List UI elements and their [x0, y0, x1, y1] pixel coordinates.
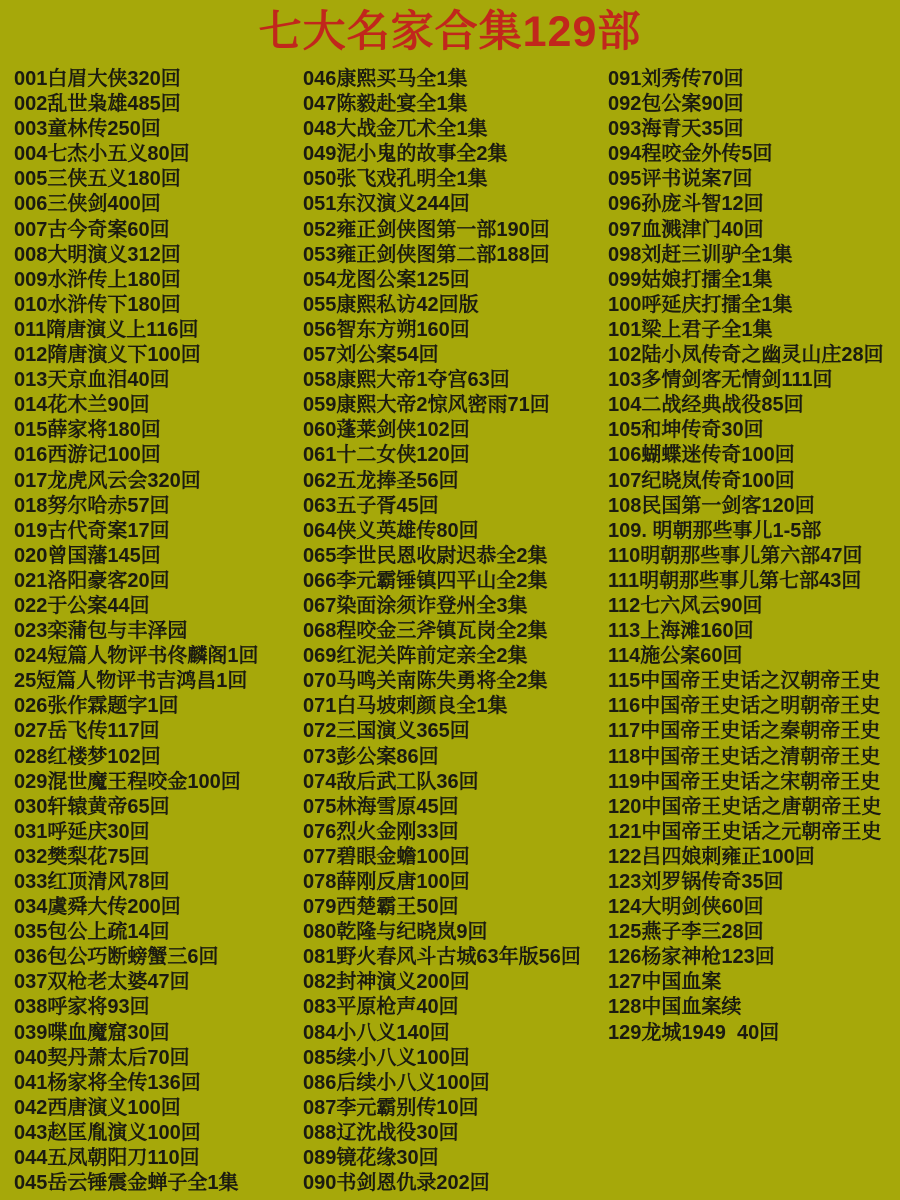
- list-item: 012隋唐演义下100回: [14, 344, 201, 367]
- list-item: 124大明剑侠60回: [608, 896, 764, 919]
- list-item: 042西唐演义100回: [14, 1096, 181, 1119]
- list-item: 027岳飞传117回: [14, 720, 160, 743]
- list-item: 109. 明朝那些事儿1-5部: [608, 519, 822, 542]
- list-item: 006三侠剑400回: [14, 193, 161, 216]
- list-item: 064侠义英雄传80回: [303, 519, 479, 542]
- list-item: 007古今奇案60回: [14, 218, 170, 241]
- list-item: 070马鸣关南陈失勇将全2集: [303, 670, 548, 693]
- list-item: 114施公案60回: [608, 645, 743, 668]
- list-item: 104二战经典战役85回: [608, 394, 804, 417]
- list-item: 110明朝那些事儿第六部47回: [608, 544, 863, 567]
- list-item: 121中国帝王史话之元朝帝王史: [608, 820, 882, 843]
- list-item: 055康熙私访42回版: [303, 293, 479, 316]
- list-item: 038呼家将93回: [14, 996, 150, 1019]
- list-item: 075林海雪原45回: [303, 795, 459, 818]
- list-item: 073彭公案86回: [303, 745, 439, 768]
- list-item: 057刘公案54回: [303, 344, 439, 367]
- list-item: 096孙庞斗智12回: [608, 193, 764, 216]
- list-item: 085续小八义100回: [303, 1046, 470, 1069]
- list-item: 095评书说案7回: [608, 168, 753, 191]
- list-item: 079西楚霸王50回: [303, 896, 459, 919]
- list-item: 071白马坡刺颜良全1集: [303, 695, 508, 718]
- list-item: 011隋唐演义上116回: [14, 318, 199, 341]
- list-item: 003童林传250回: [14, 118, 161, 141]
- list-item: 051东汉演义244回: [303, 193, 470, 216]
- list-item: 105和坤传奇30回: [608, 419, 764, 442]
- list-item: 016西游记100回: [14, 444, 161, 467]
- list-item: 028红楼梦102回: [14, 745, 161, 768]
- list-item: 044五凤朝阳刀110回: [14, 1147, 200, 1170]
- list-item: 080乾隆与纪晓岚9回: [303, 921, 488, 944]
- list-item: 122吕四娘刺雍正100回: [608, 845, 815, 868]
- list-item: 083平原枪声40回: [303, 996, 459, 1019]
- list-item: 089镜花缘30回: [303, 1147, 439, 1170]
- list-item: 116中国帝王史话之明朝帝王史: [608, 695, 881, 718]
- list-item: 017龙虎风云会320回: [14, 469, 201, 492]
- list-item: 084小八义140回: [303, 1021, 450, 1044]
- list-item: 081野火春风斗古城63年版56回: [303, 946, 581, 969]
- list-item: 005三侠五义180回: [14, 168, 181, 191]
- list-item: 066李元霸锤镇四平山全2集: [303, 569, 548, 592]
- list-item: 009水浒传上180回: [14, 268, 181, 291]
- list-item: 039喋血魔窟30回: [14, 1021, 170, 1044]
- list-item: 046康熙买马全1集: [303, 68, 468, 90]
- list-item: 004七杰小五义80回: [14, 143, 190, 166]
- list-item: 054龙图公案125回: [303, 268, 470, 291]
- list-item: 035包公上疏14回: [14, 921, 170, 944]
- list-item: 036包公巧断螃蟹三6回: [14, 946, 219, 969]
- list-item: 010水浒传下180回: [14, 293, 181, 316]
- list-item: 088辽沈战役30回: [303, 1121, 459, 1144]
- list-item: 032樊梨花75回: [14, 845, 150, 868]
- list-item: 050张飞戏孔明全1集: [303, 168, 488, 191]
- list-item: 129龙城1949 40回: [608, 1021, 780, 1044]
- list-item: 090书剑恩仇录202回: [303, 1172, 490, 1195]
- list-item: 107纪晓岚传奇100回: [608, 469, 795, 492]
- list-item: 099姑娘打擂全1集: [608, 268, 773, 291]
- list-item: 049泥小鬼的故事全2集: [303, 143, 508, 166]
- list-item: 015薛家将180回: [14, 419, 161, 442]
- list-item: 047陈毅赴宴全1集: [303, 93, 468, 116]
- list-item: 25短篇人物评书吉鸿昌1回: [14, 670, 248, 693]
- list-item: 037双枪老太婆47回: [14, 971, 190, 994]
- list-item: 060蓬莱剑侠102回: [303, 419, 470, 442]
- list-item: 113上海滩160回: [608, 620, 754, 643]
- list-item: 020曾国藩145回: [14, 544, 161, 567]
- list-columns: [0, 56, 900, 1196]
- list-item: 013天京血泪40回: [14, 369, 170, 392]
- list-item: 117中国帝王史话之秦朝帝王史: [608, 720, 881, 743]
- list-item: 072三国演义365回: [303, 720, 470, 743]
- list-item: 108民国第一剑客120回: [608, 494, 815, 517]
- list-item: 093海青天35回: [608, 118, 744, 141]
- list-item: 115中国帝王史话之汉朝帝王史: [608, 670, 881, 693]
- list-item: 058康熙大帝1夺宫63回: [303, 369, 510, 392]
- list-item: 031呼延庆30回: [14, 820, 150, 843]
- list-item: 063五子胥45回: [303, 494, 439, 517]
- list-item: 023栾蒲包与丰泽园: [14, 620, 188, 643]
- list-item: 030轩辕黄帝65回: [14, 795, 170, 818]
- list-item: 086后续小八义100回: [303, 1071, 490, 1094]
- list-item: 056智东方朔160回: [303, 318, 470, 341]
- list-item: 112七六风云90回: [608, 594, 763, 617]
- list-item: 082封神演义200回: [303, 971, 470, 994]
- list-item: 118中国帝王史话之清朝帝王史: [608, 745, 881, 768]
- list-item: 094程咬金外传5回: [608, 143, 773, 166]
- list-item: 024短篇人物评书佟麟阁1回: [14, 645, 259, 668]
- list-item: 034虞舜大传200回: [14, 896, 181, 919]
- list-item: 068程咬金三斧镇瓦岗全2集: [303, 620, 548, 643]
- list-item: 098刘赶三训驴全1集: [608, 243, 793, 266]
- column-3: [608, 67, 900, 1046]
- list-item: 022于公案44回: [14, 594, 150, 617]
- column-1: [14, 67, 303, 1196]
- list-item: 092包公案90回: [608, 93, 744, 116]
- list-item: 033红顶清风78回: [14, 871, 170, 893]
- list-item: 018努尔哈赤57回: [14, 494, 170, 517]
- list-item: 059康熙大帝2惊风密雨71回: [303, 394, 550, 417]
- list-item: 106蝴蝶迷传奇100回: [608, 444, 795, 467]
- list-item: 029混世魔王程咬金100回: [14, 770, 241, 793]
- list-item: 041杨家将全传136回: [14, 1071, 201, 1094]
- list-item: 048大战金兀术全1集: [303, 118, 488, 141]
- list-item: 087李元霸别传10回: [303, 1096, 479, 1119]
- list-item: 076烈火金刚33回: [303, 820, 459, 843]
- list-item: 078薛刚反唐100回: [303, 871, 470, 893]
- list-item: 062五龙捧圣56回: [303, 469, 459, 492]
- list-item: 077碧眼金蟾100回: [303, 845, 470, 868]
- list-item: 091刘秀传70回: [608, 68, 744, 90]
- list-item: 001白眉大侠320回: [14, 68, 181, 90]
- list-item: 100呼延庆打擂全1集: [608, 293, 793, 316]
- list-item: 111明朝那些事儿第七部43回: [608, 569, 862, 592]
- list-item: 127中国血案: [608, 971, 722, 994]
- list-item: 045岳云锤震金蝉子全1集: [14, 1172, 239, 1195]
- list-item: 074敌后武工队36回: [303, 770, 479, 793]
- page-title: 七大名家合集129部: [258, 8, 642, 56]
- list-item: 053雍正剑侠图第二部188回: [303, 243, 550, 266]
- list-item: 125燕子李三28回: [608, 921, 764, 944]
- list-item: 021洛阳豪客20回: [14, 569, 170, 592]
- list-item: 102陆小凤传奇之幽灵山庄28回: [608, 344, 884, 367]
- list-item: 061十二女侠120回: [303, 444, 470, 467]
- list-item: 065李世民恩收尉迟恭全2集: [303, 544, 548, 567]
- list-item: 014花木兰90回: [14, 394, 150, 417]
- column-2: [303, 67, 608, 1196]
- list-item: 019古代奇案17回: [14, 519, 170, 542]
- list-item: 103多情剑客无情剑111回: [608, 369, 833, 392]
- list-item: 128中国血案续: [608, 996, 742, 1019]
- list-item: 040契丹萧太后70回: [14, 1046, 190, 1069]
- list-item: 069红泥关阵前定亲全2集: [303, 645, 528, 668]
- list-item: 052雍正剑侠图第一部190回: [303, 218, 550, 241]
- list-item: 026张作霖题字1回: [14, 695, 179, 718]
- list-item: 120中国帝王史话之唐朝帝王史: [608, 795, 882, 818]
- list-item: 002乱世枭雄485回: [14, 93, 181, 116]
- list-item: 126杨家神枪123回: [608, 946, 775, 969]
- list-item: 119中国帝王史话之宋朝帝王史: [608, 770, 881, 793]
- list-item: 043赵匡胤演义100回: [14, 1121, 201, 1144]
- list-item: 067染面涂须诈登州全3集: [303, 594, 528, 617]
- list-item: 097血溅津门40回: [608, 218, 764, 241]
- list-item: 008大明演义312回: [14, 243, 181, 266]
- list-item: 101梁上君子全1集: [608, 318, 773, 341]
- list-item: 123刘罗锅传奇35回: [608, 871, 784, 893]
